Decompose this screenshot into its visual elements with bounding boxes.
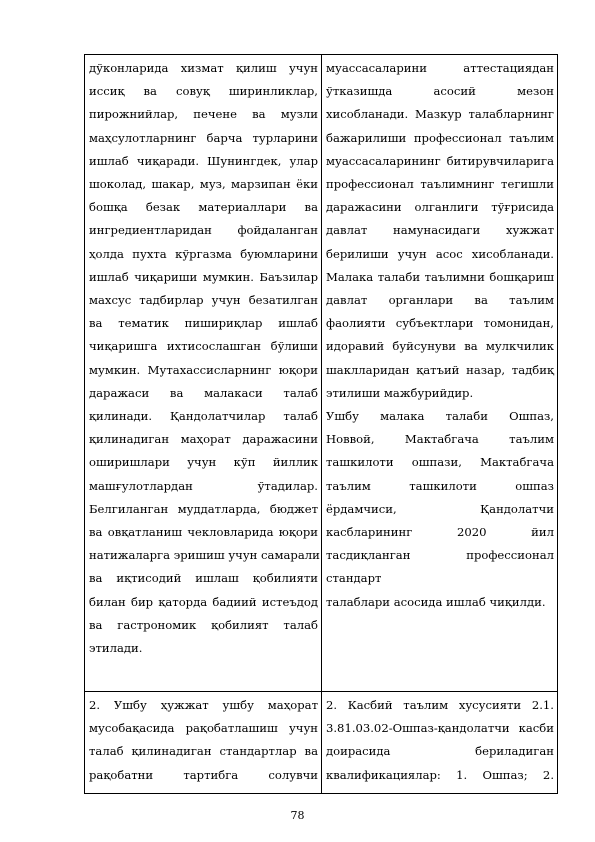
left-cell-2 [85,692,322,794]
text-line: рақобатни тартибга солувчи [89,767,318,782]
text-line: талаблари асосида ишлаб чиқилди. [326,594,546,609]
page-number: 78 [290,809,305,822]
text-line: талаб қилинадиган стандартлар ва [89,744,318,759]
text-line: ва овқатланиш чекловларида юқори [89,525,318,540]
text-line: ўтказишда асосий мезон [326,84,554,99]
text-line: муассасаларининг битирувчиларига [326,153,554,168]
text-line: даражасини олганлиги тўғрисида [326,200,554,215]
text-line: 2. Касбий таълим хусусияти 2.1. [326,698,554,712]
text-line: дўконларида хизмат қилиш учун [89,61,318,75]
text-line: билан бир қаторда бадиий истеъдод [89,594,318,609]
text-line: Новвой, Мактабгача таълим [326,432,554,447]
text-line: этилади. [89,641,143,656]
text-line: берилиши учун асос хисобланади. [326,246,554,261]
left-cell-1 [85,55,322,692]
text-line: қилинади. Қандолатчилар талаб [89,409,318,424]
text-line: ёрдамчиси, Қандолатчи [326,501,554,516]
text-line: доирасида бериладиган [326,744,554,759]
table-row [85,55,558,692]
content-table [84,54,558,794]
text-line: ва иқтисодий ишлаш қобилияти [89,571,318,586]
text-line: бажарилиши профессионал таълим [326,130,554,145]
text-line: ташкилоти ошпази, Мактабгача [326,455,554,470]
text-line: ишлаб чиқариши мумкин. Баъзилар [89,269,318,284]
text-line: квалификациялар: 1. Ошпаз; 2. [326,767,554,782]
table-row [85,692,558,794]
text-line: давлат намунасидаги хужжат [326,223,554,238]
text-line: фаолияти субъектлари томонидан, [326,316,554,331]
right-cell-2 [322,692,558,794]
text-line: Ушбу малака талаби Ошпаз, [326,409,554,424]
text-line: пирожнийлар, печене ва музли [89,107,318,122]
text-line: 2. Ушбу ҳужжат ушбу маҳорат [89,698,318,712]
text-line: идоравий буйсунуви ва мулкчилик [326,339,554,354]
text-line: муассасаларини аттестациядан [326,61,554,75]
text-line: қилинадиган маҳорат даражасини [89,432,318,447]
text-line: Белгиланган муддатларда, бюджет [89,501,318,516]
text-line: натижаларга эришиш учун самарали [89,548,320,563]
text-line: стандарт [326,571,382,586]
right-cell-1 [322,55,558,692]
text-line: махсус тадбирлар учун безатилган [89,293,318,308]
text-line: бошқа безак материаллари ва [89,200,318,215]
text-line: тасдиқланган профессионал [326,548,554,563]
text-line: шоколад, шакар, муз, марзипан ёки [89,177,318,192]
text-line: мумкин. Мутахассисларнинг юқори [89,362,318,377]
text-line: таълим ташкилоти ошпаз [326,478,554,493]
text-line: мусобақасида рақобатлашиш учун [89,721,318,736]
text-line: ва тематик пишириқлар ишлаб [89,316,318,331]
text-line: даражаси ва малакаси талаб [89,385,318,400]
text-line: давлат органлари ва таълим [326,293,554,308]
text-line: хисобланади. Мазкур талабларнинг [326,107,554,122]
text-line: маҳсулотларнинг барча турларини [89,130,318,145]
text-line: касбларининг 2020 йил [326,525,554,540]
text-line: профессионал таълимнинг тегишли [326,177,554,192]
text-line: ва гастрономик қобилият талаб [89,617,318,632]
text-line: шаклларидан қатъий назар, тадбиқ [326,362,554,377]
text-line: Малака талаби таълимни бошқариш [326,269,554,284]
text-line: ишлаб чиқаради. Шунингдек, улар [89,153,318,168]
text-line: ингредиентларидан фойдаланган [89,223,318,238]
text-line: иссиқ ва совуқ ширинликлар, [89,84,318,99]
text-line: чиқаришга ихтисослашган бўлиши [89,339,318,354]
text-line: этилиши мажбурийдир. [326,385,474,400]
text-line: 3.81.03.02-Ошпаз-қандолатчи касби [326,721,554,736]
text-line: машғулотлардан ўтадилар. [89,478,318,493]
text-line: оширишлари учун кўп йиллик [89,455,318,470]
text-line: ҳолда пухта кўргазма буюмларини [89,246,318,261]
